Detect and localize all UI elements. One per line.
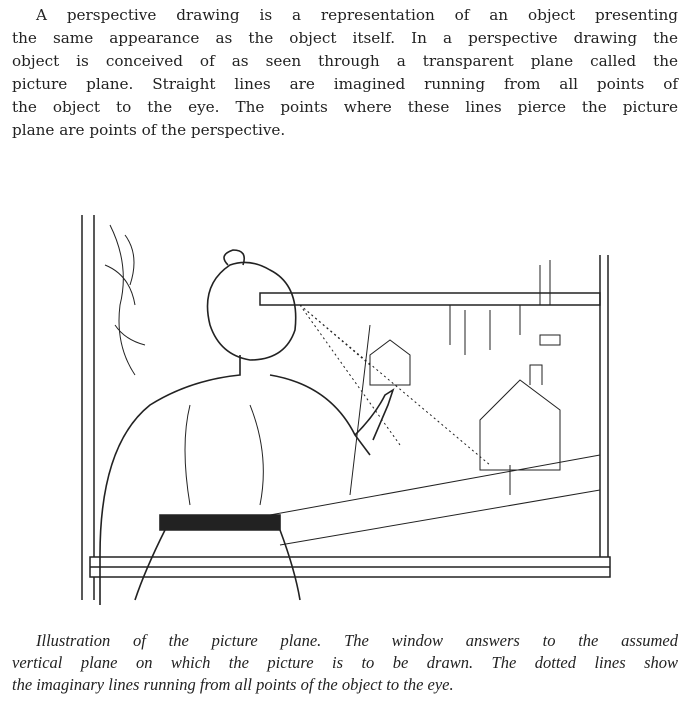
body-line: picture plane. Straight lines are imagined running from all points of [12, 75, 678, 93]
caption-line: the imaginary lines running from all points of the object to the eye. [12, 675, 454, 694]
body-line: the object to the eye. The points where these lines pierce the picture [12, 98, 678, 116]
figure-caption [12, 630, 678, 696]
body-line: the same appearance as the object itself. In a perspective drawing the [12, 29, 678, 47]
body-line: A perspective drawing is a representation of an object presenting [36, 6, 678, 24]
body-line: object is conceived of as seen through a transparent plane called the [12, 52, 678, 70]
picture-plane-illustration [70, 205, 630, 605]
body-paragraph [12, 4, 678, 142]
caption-line: vertical plane on which the picture is to be drawn. The dotted lines show [12, 653, 678, 672]
tree-sketch [105, 225, 145, 375]
caption-line: Illustration of the picture plane. The window answers to the assumed [36, 631, 678, 650]
body-line: plane are points of the perspective. [12, 121, 286, 139]
window-frame [82, 215, 610, 600]
